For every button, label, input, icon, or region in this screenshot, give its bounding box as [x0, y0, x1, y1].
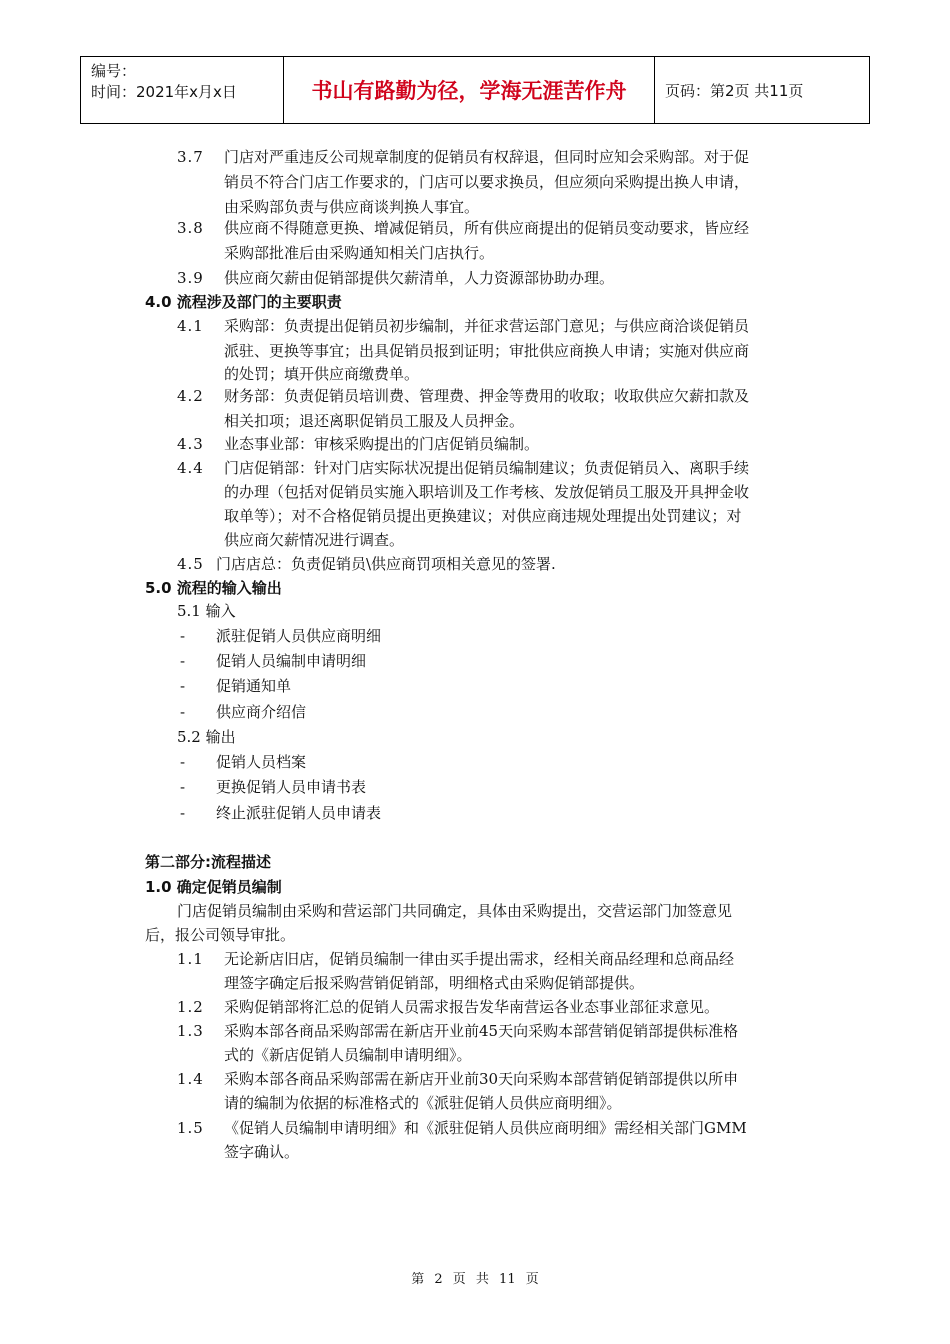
intro-line: 后，报公司领导审批。 — [145, 926, 296, 944]
text-line: 《促销人员编制申请明细》和《派驻促销人员供应商明细》需经相关部门GMM — [224, 1119, 747, 1137]
text-line: 业态事业部：审核采购提出的门店促销员编制。 — [224, 435, 540, 453]
text-line: 的办理（包括对促销员实施入职培训及工作考核、发放促销员工服及开具押金收 — [224, 483, 750, 501]
item-number: 3.9 — [177, 269, 204, 287]
intro-line: 门店促销员编制由采购和营运部门共同确定，具体由采购提出，交营运部门加签意见 — [177, 902, 733, 920]
text-line: 派驻、更换等事宜；出具促销员报到证明；审批供应商换人申请；实施对供应商 — [224, 342, 750, 360]
item-number: 4.5 — [177, 555, 204, 573]
text-line: 签字确认。 — [224, 1143, 300, 1161]
text-line: 销员不符合门店工作要求的，门店可以要求换员，但应须向采购提出换人申请， — [224, 173, 750, 191]
list-item: 供应商介绍信 — [216, 703, 307, 721]
bullet-dash: - — [180, 703, 186, 721]
item-number: 1.4 — [177, 1070, 204, 1088]
bullet-dash: - — [180, 627, 186, 645]
code-label: 编号： — [91, 62, 137, 80]
text-line: 无论新店旧店，促销员编制一律由买手提出需求，经相关商品经理和总商品经 — [224, 950, 735, 968]
part-heading: 第二部分:流程描述 — [145, 853, 271, 871]
output-label: 5.2 输出 — [177, 728, 236, 746]
item-number: 1.2 — [177, 998, 204, 1016]
text-line: 门店促销部：针对门店实际状况提出促销员编制建议；负责促销员入、离职手续 — [224, 459, 750, 477]
text-line: 理签字确定后报采购营销促销部，明细格式由采购促销部提供。 — [224, 974, 645, 992]
page-header — [80, 56, 870, 124]
item-number: 4.2 — [177, 387, 204, 405]
text-line: 取单等）；对不合格促销员提出更换建议；对供应商违规处理提出处罚建议；对 — [224, 507, 742, 525]
text-line: 由采购部负责与供应商谈判换人事宜。 — [224, 198, 480, 216]
item-number: 4.1 — [177, 317, 204, 335]
list-item: 促销人员档案 — [216, 753, 307, 771]
list-item: 促销通知单 — [216, 677, 292, 695]
date-label: 时间：2021年x月x日 — [91, 83, 237, 101]
list-item: 更换促销人员申请书表 — [216, 778, 367, 796]
text-line: 供应商欠薪由促销部提供欠薪清单，人力资源部协助办理。 — [224, 269, 615, 287]
text-line: 式的《新店促销人员编制申请明细》。 — [224, 1046, 472, 1064]
item-number: 4.3 — [177, 435, 204, 453]
item-number: 1.3 — [177, 1022, 204, 1040]
text-line: 门店店总：负责促销员\供应商罚项相关意见的签署. — [216, 555, 556, 573]
text-line: 的处罚；填开供应商缴费单。 — [224, 365, 420, 383]
list-item: 促销人员编制申请明细 — [216, 652, 367, 670]
item-number: 1.5 — [177, 1119, 204, 1137]
text-line: 财务部：负责促销员培训费、管理费、押金等费用的收取；收取供应欠薪扣款及 — [224, 387, 750, 405]
page-footer: 第 2 页 共 11 页 — [411, 1272, 539, 1287]
section-heading: 1.0 确定促销员编制 — [145, 878, 282, 896]
text-line: 采购部：负责提出促销员初步编制，并征求营运部门意见；与供应商洽谈促销员 — [224, 317, 750, 335]
bullet-dash: - — [180, 677, 186, 695]
item-number: 1.1 — [177, 950, 204, 968]
input-label: 5.1 输入 — [177, 602, 236, 620]
header-meta — [81, 57, 284, 123]
header-motto: 书山有路勤为径，学海无涯苦作舟 — [284, 57, 655, 123]
section-heading: 4.0 流程涉及部门的主要职责 — [145, 293, 342, 311]
item-number: 4.4 — [177, 459, 204, 477]
text-line: 采购本部各商品采购部需在新店开业前45天向采购本部营销促销部提供标准格 — [224, 1022, 739, 1040]
section-heading: 5.0 流程的输入输出 — [145, 579, 282, 597]
bullet-dash: - — [180, 778, 186, 796]
bullet-dash: - — [180, 804, 186, 822]
text-line: 门店对严重违反公司规章制度的促销员有权辞退，但同时应知会采购部。对于促 — [224, 148, 750, 166]
list-item: 终止派驻促销人员申请表 — [216, 804, 382, 822]
text-line: 采购本部各商品采购部需在新店开业前30天向采购本部营销促销部提供以所申 — [224, 1070, 739, 1088]
text-line: 采购促销部将汇总的促销人员需求报告发华南营运各业态事业部征求意见。 — [224, 998, 720, 1016]
text-line: 供应商欠薪情况进行调查。 — [224, 531, 405, 549]
bullet-dash: - — [180, 753, 186, 771]
header-page-label: 页码：第2页 共11页 — [665, 81, 804, 100]
text-line: 供应商不得随意更换、增减促销员，所有供应商提出的促销员变动要求，皆应经 — [224, 219, 750, 237]
bullet-dash: - — [180, 652, 186, 670]
item-number: 3.8 — [177, 219, 204, 237]
text-line: 相关扣项；退还离职促销员工服及人员押金。 — [224, 412, 525, 430]
text-line: 采购部批准后由采购通知相关门店执行。 — [224, 244, 495, 262]
item-number: 3.7 — [177, 148, 204, 166]
text-line: 请的编制为依据的标准格式的《派驻促销人员供应商明细》。 — [224, 1094, 622, 1112]
list-item: 派驻促销人员供应商明细 — [216, 627, 382, 645]
